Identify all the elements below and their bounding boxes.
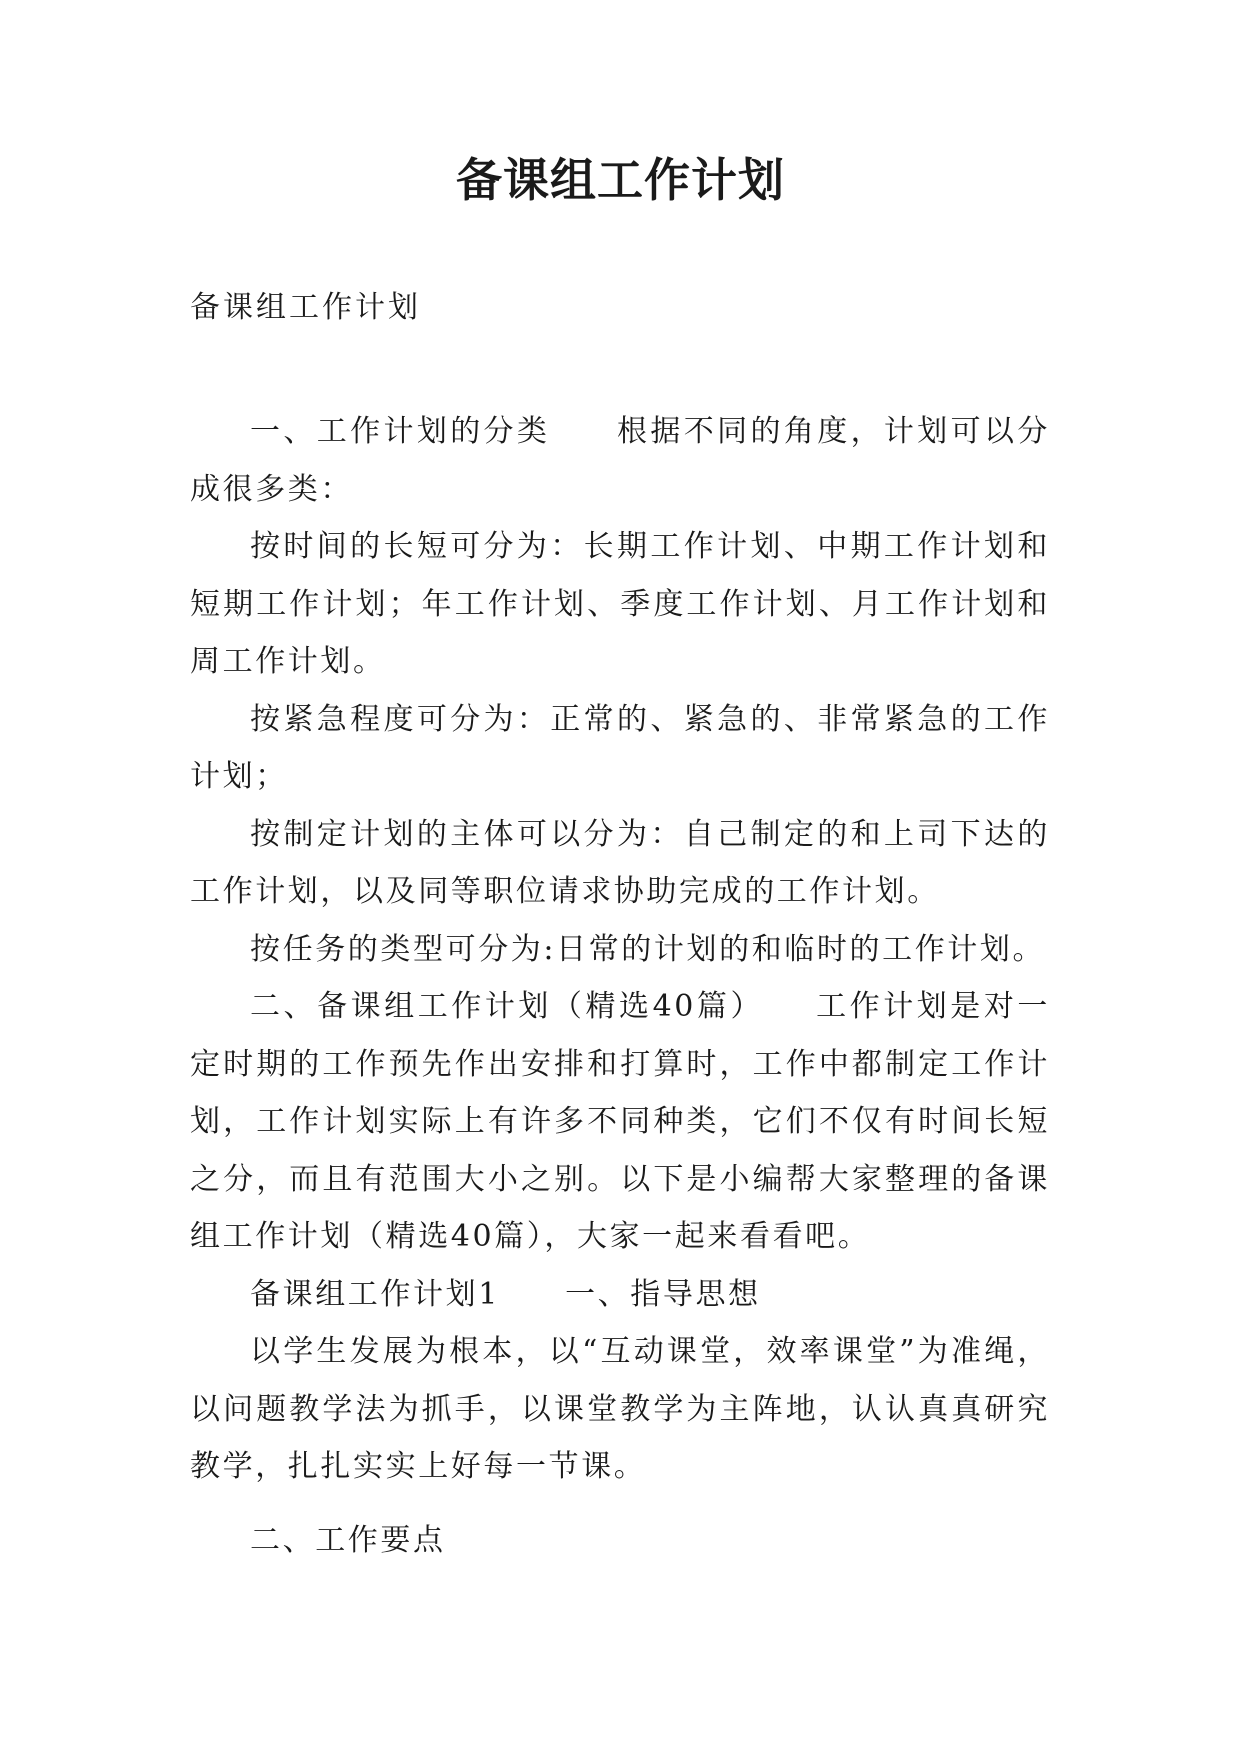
paragraph: 按时间的长短可分为：长期工作计划、中期工作计划和短期工作计划；年工作计划、季度工作计划、月工作计划和周工作计划。	[190, 529, 1050, 679]
paragraph: 一、工作计划的分类 根据不同的角度，计划可以分成很多类：	[190, 414, 1050, 507]
document-title: 备课组工作计划	[456, 153, 785, 207]
paragraph: 二、工作要点	[250, 1522, 446, 1558]
paragraph: 以学生发展为根本，以“互动课堂，效率课堂”为准绳，以问题教学法为抓手，以课堂教学为主阵地，认认真真研究教学，扎扎实实上好每一节课。	[190, 1334, 1050, 1484]
document-subtitle: 备课组工作计划	[190, 290, 421, 325]
paragraph: 按制定计划的主体可以分为：自己制定的和上司下达的工作计划，以及同等职位请求协助完成的工作计划。	[190, 816, 1050, 909]
paragraph: 按紧急程度可分为：正常的、紧急的、非常紧急的工作计划；	[190, 701, 1050, 794]
document-body	[190, 403, 1050, 1569]
paragraph: 按任务的类型可分为:日常的计划的和临时的工作计划。	[250, 931, 1046, 967]
paragraph: 备课组工作计划1 一、指导思想	[250, 1276, 761, 1312]
paragraph: 二、备课组工作计划（精选40篇） 工作计划是对一定时期的工作预先作出安排和打算时，工作中都制定工作计划，工作计划实际上有许多不同种类，它们不仅有时间长短之分，而且有范围大小之别。以下是小编帮大家整理的备课组工作计划（精选40篇），大家一起来看看吧。	[190, 989, 1050, 1254]
